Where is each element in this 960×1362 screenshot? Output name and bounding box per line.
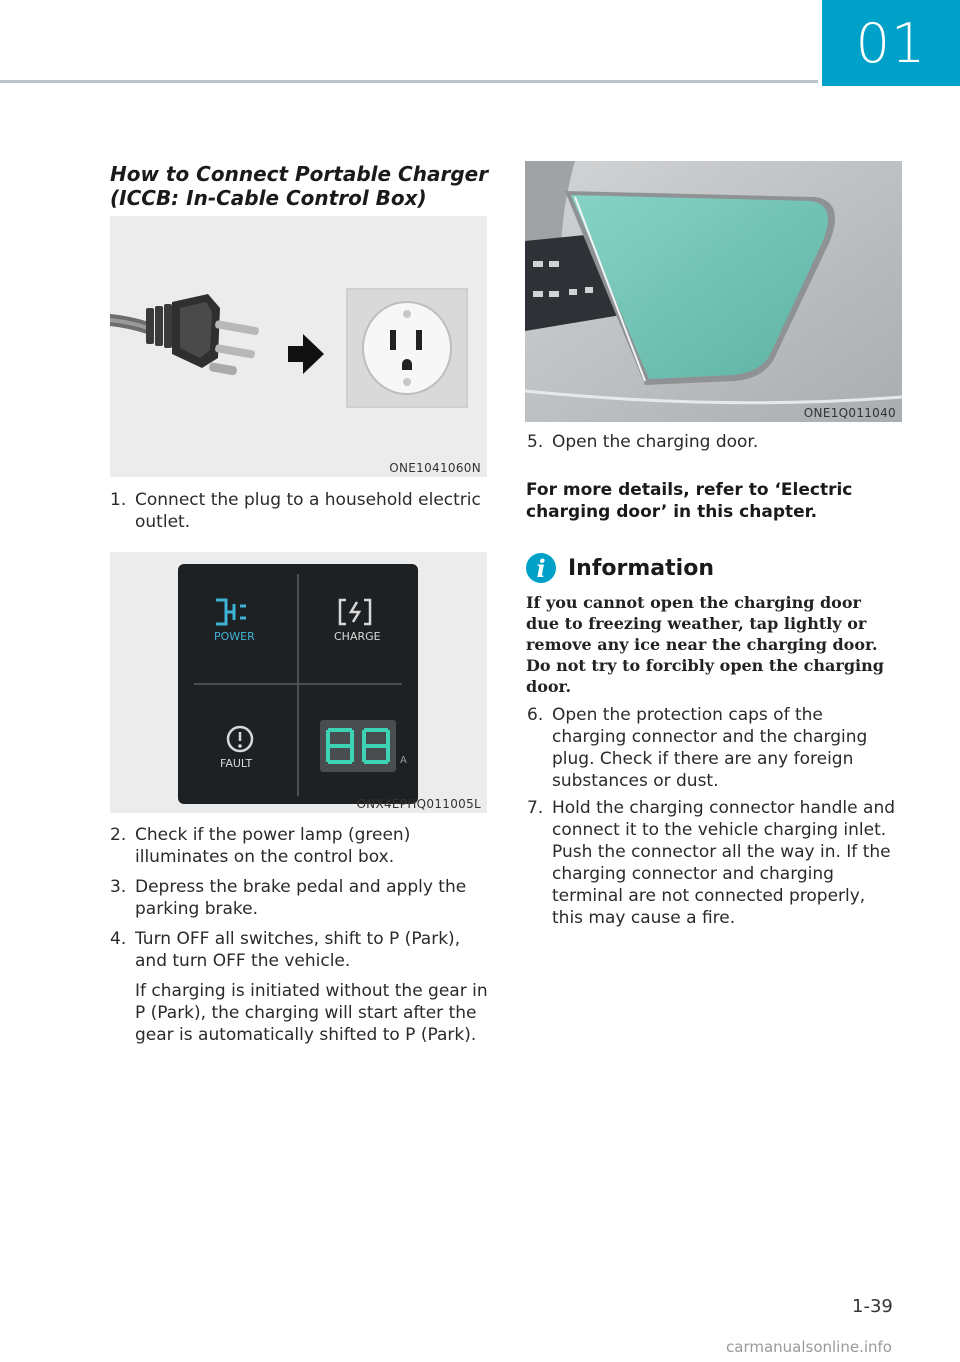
step-text: Open the protection caps of the charging connector and the charging plug. Check if there are any foreign substances or dust. [552,705,868,791]
charge-label: CHARGE [334,630,381,643]
step-4-note: If charging is initiated without the gear in P (Park), the charging will start after the gear is automatically shifted to P (Park). [135,981,488,1045]
step-5 [527,431,897,453]
information-title: Information [568,555,714,581]
step-1 [110,489,490,533]
plug-outlet-illustration [110,216,487,477]
information-body: If you cannot open the charging door due to freezing weather, tap lightly or remove any ice near the charging door. Do not try to forcibly open the charging door. [526,593,884,696]
step-text: Depress the brake pedal and apply the parking brake. [135,877,467,919]
image-code: ONE1Q011040 [803,406,896,420]
step-text: Open the charging door. [552,432,759,452]
image-code: ONE1041060N [389,461,481,475]
charging-door-illustration [525,161,902,422]
plug-outlet-image [110,216,487,477]
step-number: 2. [110,825,127,845]
step-number: 6. [527,705,544,725]
amp-unit-label: A [400,755,407,766]
fault-label: FAULT [220,757,253,770]
step-2 [110,824,490,868]
step-6 [527,704,897,792]
step-number: 3. [110,877,127,897]
chapter-tab: 01 [822,0,960,86]
control-box-image [110,552,487,813]
step-text: Check if the power lamp (green) illuminates on the control box. [135,825,411,867]
page-number: 1-39 [852,1296,893,1317]
step-3 [110,876,490,920]
more-details-note: For more details, refer to ‘Electric charging door’ in this chapter. [526,480,853,522]
charging-door-image [525,161,902,422]
step-number: 1. [110,490,127,510]
control-box-illustration [110,552,487,813]
step-text: Connect the plug to a household electric outlet. [135,490,481,532]
step-number: 4. [110,929,127,949]
step-number: 7. [527,798,544,818]
step-number: 5. [527,432,544,452]
information-header [526,548,714,588]
step-text: Hold the charging connector handle and connect it to the vehicle charging inlet. Push the connector all the way in. If the charging connector and charging terminal are not connected properly, this may cause a fire. [552,798,896,928]
section-title: How to Connect Portable Charger (ICCB: In-Cable Control Box) [110,162,489,210]
header-rule [0,80,818,83]
step-text: Turn OFF all switches, shift to P (Park), and turn OFF the vehicle. [135,929,461,971]
image-code: ONX4EPHQ011005L [356,797,481,811]
step-4 [110,928,490,972]
info-icon: i [526,553,556,583]
power-label: POWER [214,630,255,643]
step-7 [527,797,897,929]
watermark: carmanualsonline.info [726,1338,892,1356]
